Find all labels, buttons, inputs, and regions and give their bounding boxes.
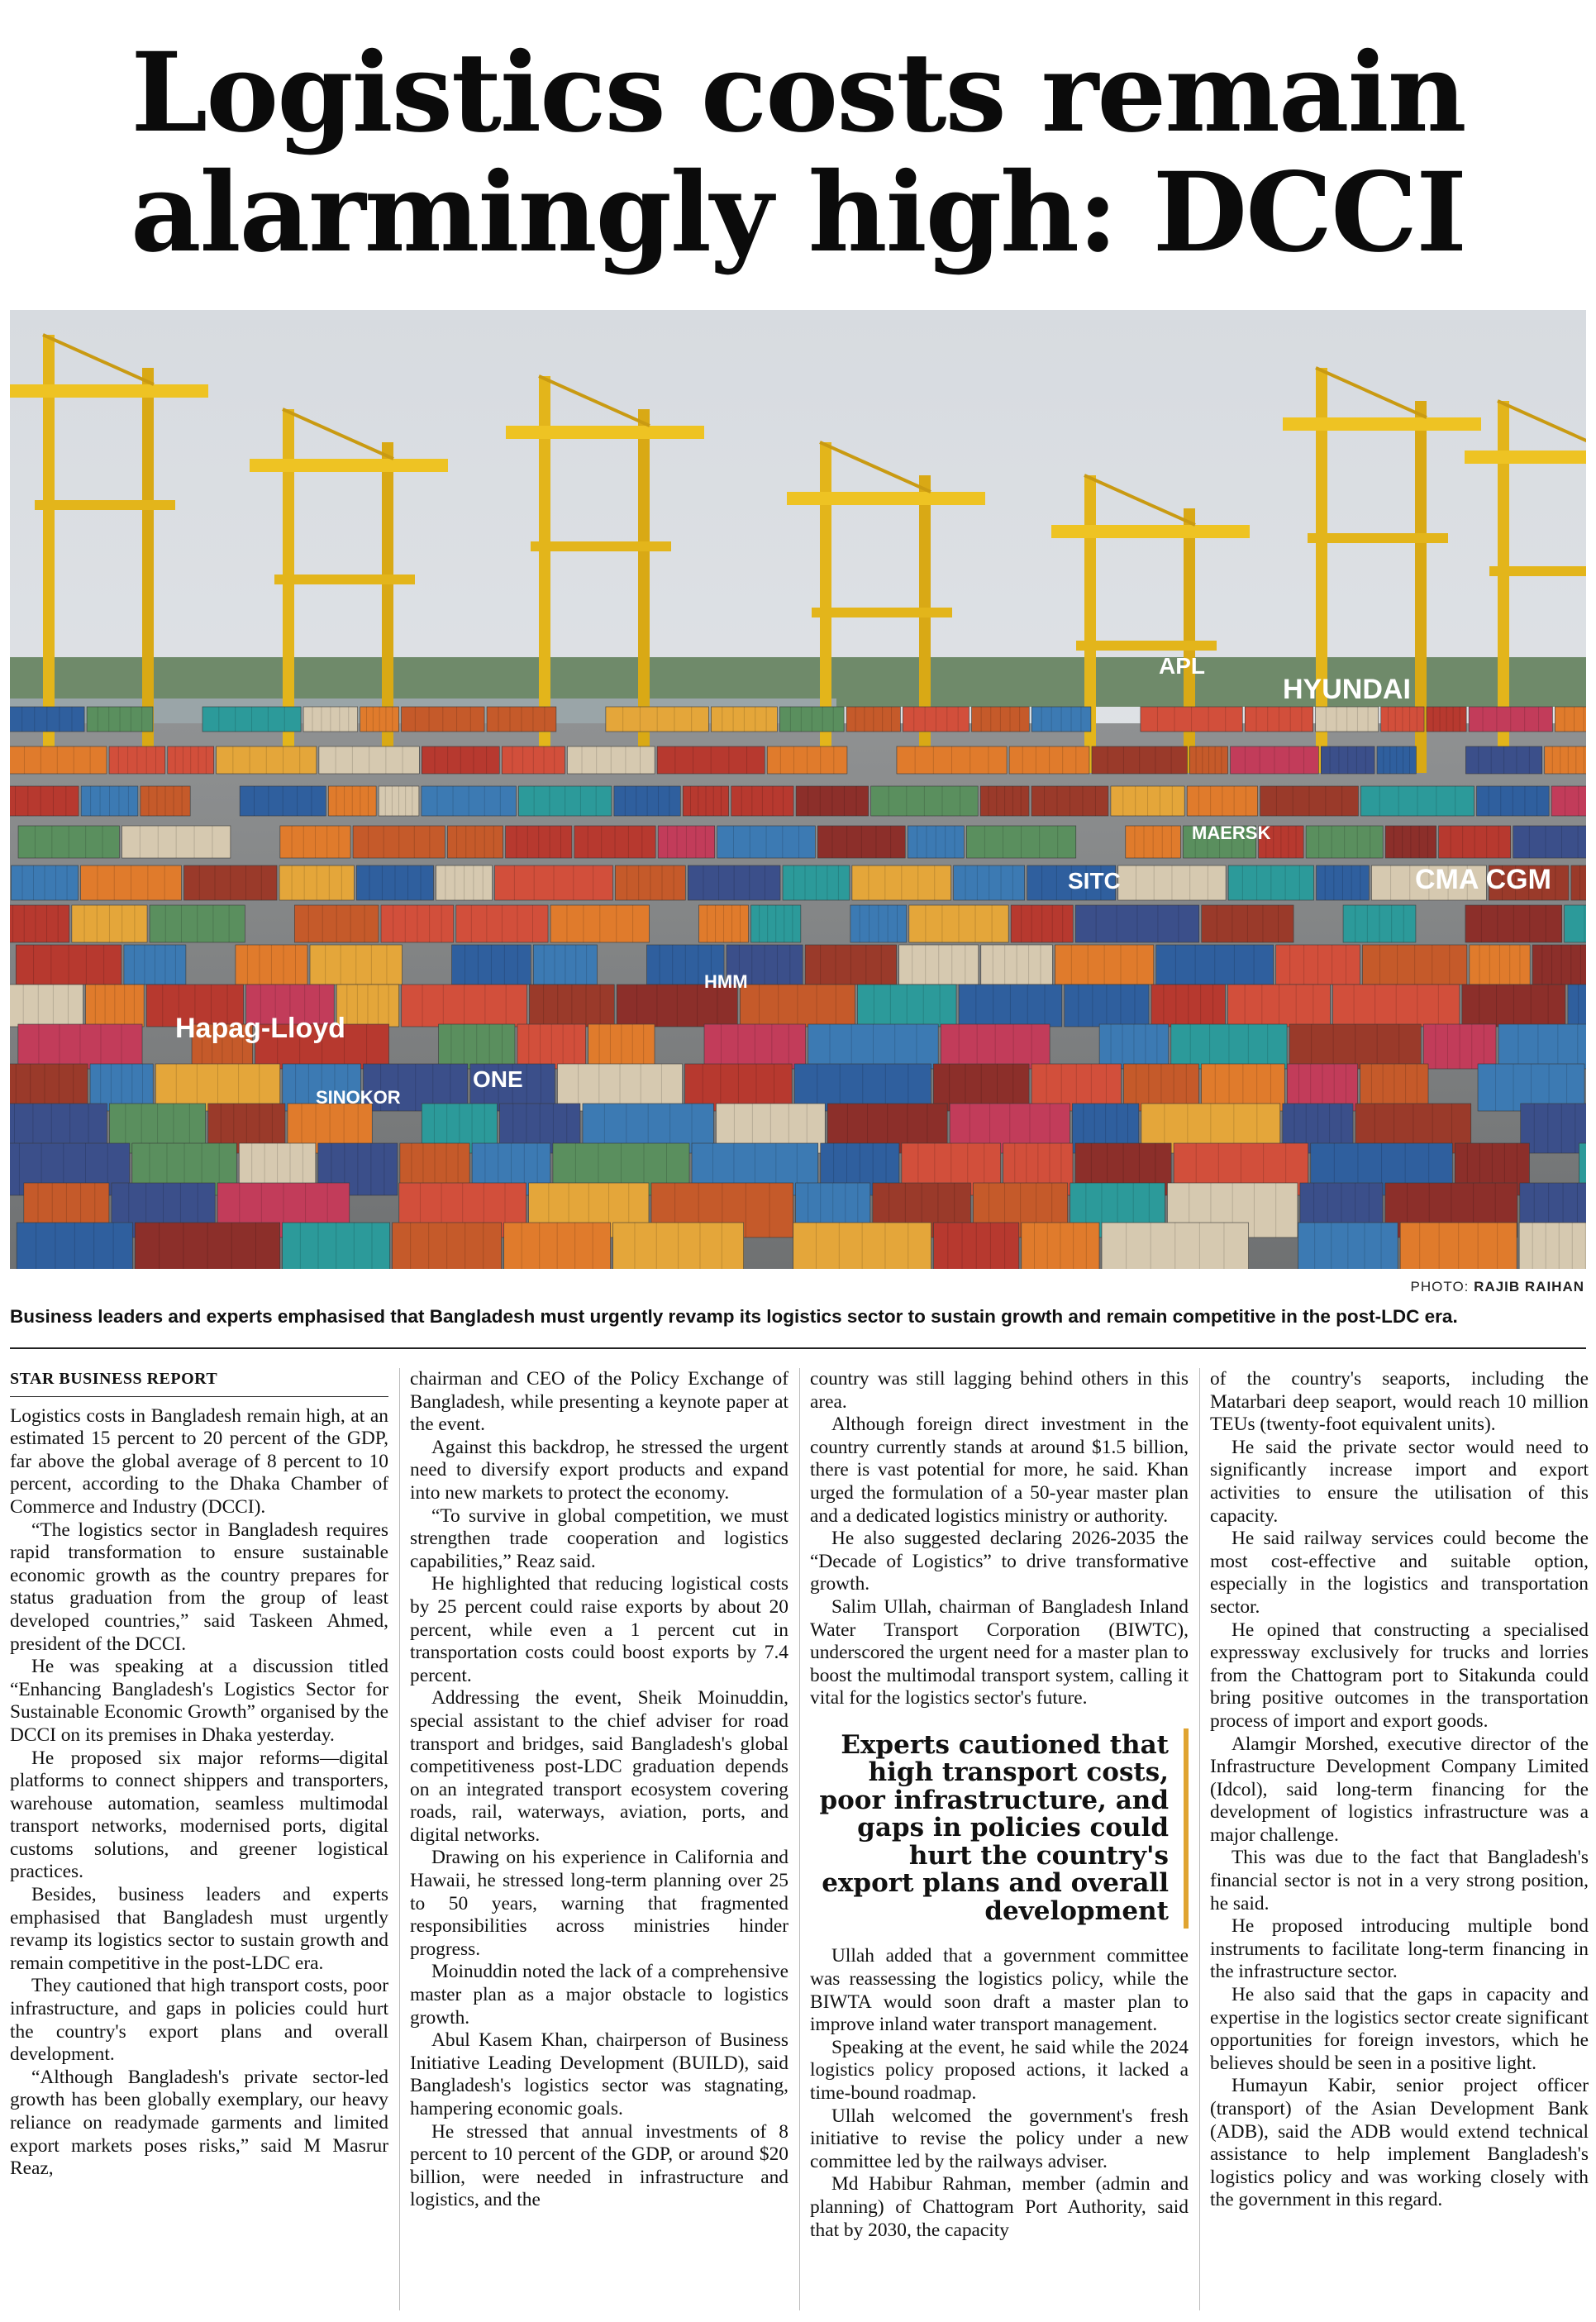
article-column-4 — [1210, 1368, 1589, 2212]
article-paragraph: “The logistics sector in Bangladesh requires rapid transformation to ensure sustainable economic growth as the country prepares for status graduation from the group of least developed countries,” said Taskeen Ahmed, president of the DCCI. — [10, 1519, 388, 1655]
photo-illustration — [10, 310, 1586, 1269]
container-stacks — [10, 707, 1586, 1269]
container-brand-label: SINOKOR — [316, 1087, 401, 1108]
article-paragraph: Logistics costs in Bangladesh remain high, at an estimated 15 percent to 20 percent of the GDP, far above the global average of 8 percent to 10 percent, according to the Dhaka Chamber of Commerce and Industry (DCCI). — [10, 1404, 388, 1518]
container-brand-label: MAERSK — [1192, 822, 1271, 843]
container — [1545, 746, 1586, 774]
container-brand-label: APL — [1159, 653, 1205, 679]
article-paragraph: Salim Ullah, chairman of Bangladesh Inland Water Transport Corporation (BIWTC), underscored the urgent need for a master plan to boost the multimodal transport system, calling it vital for the logistics sector's future. — [810, 1595, 1189, 1709]
article-paragraph: He also said that the gaps in capacity and expertise in the logistics sector create significant opportunities for foreign investors, which he believes should be seen in a positive light. — [1210, 1984, 1589, 2074]
headline — [0, 29, 1596, 277]
article-paragraph: They cautioned that high transport costs, poor infrastructure, and gaps in policies could hurt the country's export plans and overall development. — [10, 1975, 388, 2066]
article-paragraph: “Although Bangladesh's private sector-led growth has been globally exemplary, our heavy reliance on readymade garments and limited export markets poses risks,” said M Masrur Reaz, — [10, 2066, 388, 2180]
article-paragraph: country was still lagging behind others in this area. — [810, 1368, 1189, 1413]
article-paragraph: Speaking at the event, he said while the 2024 logistics policy proposed actions, it lacked a time-bound roadmap. — [810, 2036, 1189, 2104]
article-paragraph: He said railway services could become the most cost-effective and suitable option, especially in the logistics and transportation sector. — [1210, 1528, 1589, 1618]
container-brand-label: ONE — [473, 1066, 523, 1092]
article-paragraph: Abul Kasem Khan, chairperson of Business Initiative Leading Development (BUILD), said Bangladesh's logistics sector was stagnating, hampering economic goals. — [410, 2029, 788, 2119]
article-paragraph: of the country's seaports, including the Matarbari deep seaport, would reach 10 million TEUs (twenty-foot equivalent units). — [1210, 1368, 1589, 1436]
article-paragraph: He opined that constructing a specialised expressway exclusively for trucks and lorries from the Chattogram port to Sitakunda could bring positive outcomes in the transportation process of import and export goods. — [1210, 1619, 1589, 1732]
article-column-2 — [410, 1368, 788, 2212]
container — [10, 985, 83, 1027]
article-paragraph: Although foreign direct investment in the country currently stands at around $1.5 billion, there is vast potential for more, he said. Khan urged the formulation of a 50-year master plan and a dedicated logistics ministry or authority. — [810, 1414, 1189, 1527]
caption-rule — [10, 1347, 1586, 1349]
article-paragraph: He said the private sector would need to significantly increase import and export activities to ensure the utilisation of this capacity. — [1210, 1436, 1589, 1527]
container — [1498, 1024, 1586, 1069]
photo-caption: Business leaders and experts emphasised that Bangladesh must urgently revamp its logistics sector to sustain growth and remain competitive in the post-LDC era. — [10, 1306, 1458, 1327]
article-paragraph: Ullah added that a government committee was reassessing the logistics policy, while the BIWTA would soon draft a master plan to improve inland water transport management. — [810, 1945, 1189, 2036]
article-paragraph: He also suggested declaring 2026-2035 the “Decade of Logistics” to drive transformative growth. — [810, 1528, 1189, 1595]
container-brand-label: CMA CGM — [1415, 864, 1551, 895]
port-container-yard-photo — [10, 310, 1586, 1269]
photo-credit — [1411, 1279, 1584, 1295]
container — [1532, 945, 1586, 985]
article-paragraph: He proposed six major reforms—digital platforms to connect shippers and transporters, warehouse automation, seamless multimodal transport networks, modernised ports, digital customs solutions, and greener logistical practices. — [10, 1747, 388, 1883]
article-paragraph: He stressed that annual investments of 8 percent to 10 percent of the GDP, or around $20 billion, were needed in infrastructure and logistics, and the — [410, 2120, 788, 2211]
photo-credit-label: PHOTO: — [1410, 1279, 1470, 1295]
article-paragraph: “To survive in global competition, we must strengthen trade cooperation and logistics capabilities,” Reaz said. — [410, 1504, 788, 1572]
article-paragraph: Drawing on his experience in California and Hawaii, he stressed long-term planning over 25 to 50 years, warning that fragmented responsibilities across ministries hinder progress. — [410, 1847, 788, 1960]
article-paragraph: Besides, business leaders and experts emphasised that Bangladesh must urgently revamp its logistics sector to sustain growth and remain competitive in the post-LDC era. — [10, 1884, 388, 1974]
container — [1555, 707, 1586, 732]
container-brand-label: HMM — [704, 971, 748, 992]
article-paragraph: Md Habibur Rahman, member (admin and planning) of Chattogram Port Authority, said that by 2030, the capacity — [810, 2173, 1189, 2241]
article-paragraph: Moinuddin noted the lack of a comprehensive master plan as a major obstacle to logistics growth. — [410, 1961, 788, 2029]
article-paragraph: He was speaking at a discussion titled “Enhancing Bangladesh's Logistics Sector for Sustainable Economic Growth” organised by the DCCI on its premises in Dhaka yesterday. — [10, 1656, 388, 1746]
container — [1568, 985, 1586, 1027]
article-paragraph: Ullah welcomed the government's fresh initiative to revise the policy under a new committee led by the railways adviser. — [810, 2105, 1189, 2172]
article-paragraph: He highlighted that reducing logistical costs by 25 percent could raise exports by about 20 percent, while even a 1 percent cut in transportation costs could boost exports by 7.4 percent. — [410, 1573, 788, 1686]
container — [1513, 826, 1586, 858]
container-brand-label: HYUNDAI — [1283, 674, 1411, 705]
article-paragraph: Alamgir Morshed, executive director of the Infrastructure Development Company Limited (Idcol), said long-term financing for the development of logistics infrastructure was a major challenge. — [1210, 1733, 1589, 1846]
container — [1571, 865, 1586, 900]
container — [1551, 786, 1586, 816]
photo-credit-name: RAJIB RAIHAN — [1474, 1279, 1584, 1295]
column-divider — [1199, 1368, 1200, 2310]
headline-line-2: alarmingly high: DCCI — [130, 149, 1466, 277]
article-column-3 — [810, 1368, 1189, 2242]
headline-line-1: Logistics costs remain — [131, 29, 1465, 157]
pull-quote: Experts cautioned that high transport costs, poor infrastructure, and gaps in policies could hurt the country's export plans and overall development — [810, 1728, 1189, 1929]
column-3-bottom-text — [810, 1945, 1189, 2242]
container — [1519, 1223, 1586, 1269]
container — [1521, 1104, 1586, 1153]
container — [1565, 905, 1586, 942]
byline: STAR BUSINESS REPORT — [10, 1368, 388, 1397]
article-column-1 — [10, 1368, 388, 2181]
article-paragraph: Addressing the event, Sheik Moinuddin, special assistant to the chief adviser for road transport and bridges, said Bangladesh's global competitiveness post-LDC graduation depends on an integrated transport ecosystem covering roads, rail, waterways, aviation, ports, and digital networks. — [410, 1687, 788, 1846]
column-divider — [399, 1368, 400, 2310]
article-paragraph: Humayun Kabir, senior project officer (transport) of the Asian Development Bank (ADB), said the ADB would extend technical assistance to help implement Bangladesh's logistics policy and was working closely with the government in this regard. — [1210, 2075, 1589, 2211]
article-paragraph: chairman and CEO of the Policy Exchange of Bangladesh, while presenting a keynote paper at the event. — [410, 1368, 788, 1436]
container — [10, 786, 79, 816]
article-paragraph: He proposed introducing multiple bond instruments to facilitate long-term financing in the infrastructure sector. — [1210, 1915, 1589, 1983]
article-paragraph: Against this backdrop, he stressed the urgent need to diversify export products and expand into new markets to protect the economy. — [410, 1436, 788, 1504]
container-brand-label: Hapag-Lloyd — [175, 1013, 345, 1044]
column-3-top-text — [810, 1368, 1189, 1710]
container — [10, 905, 69, 942]
container-brand-label: SITC — [1068, 868, 1121, 894]
column-divider — [799, 1368, 800, 2310]
article-paragraph: This was due to the fact that Bangladesh's financial sector is not in a very strong position, he said. — [1210, 1847, 1589, 1914]
